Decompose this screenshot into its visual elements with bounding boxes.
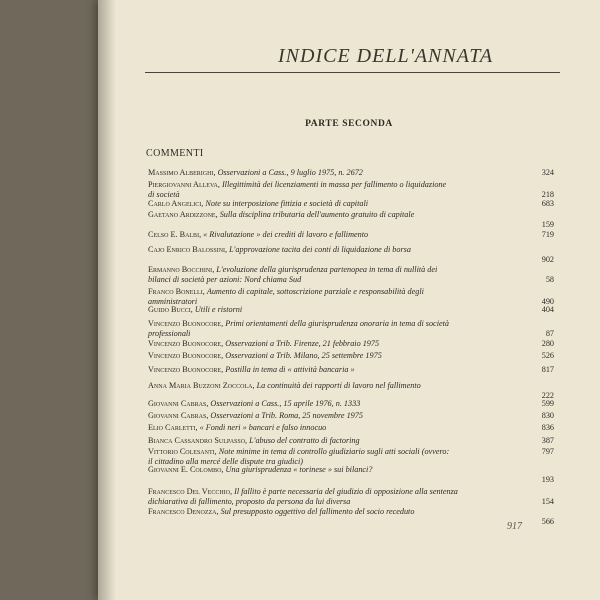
- entry-author: Vittorio Colesanti: [148, 447, 215, 456]
- index-entry: Franco Bonelli, Aumento di capitale, sottoscrizione parziale e responsabilità degli amministratori: [148, 287, 424, 307]
- index-entry: Giovanni E. Colombo, Una giurisprudenza « torinese » sui bilanci?: [148, 465, 373, 474]
- entry-page-number: 58: [545, 275, 554, 285]
- entry-title: Sulla disciplina tributaria dell'aumento gratuito di capitale: [219, 210, 415, 219]
- entry-page-number: 719: [541, 230, 554, 239]
- entry-page-number: 683: [541, 199, 554, 208]
- entry-title: L'approvazione tacita dei conti di liquidazione di borsa: [229, 245, 411, 254]
- entry-page-number: 218: [541, 190, 554, 200]
- entry-title: Osservazioni a Trib. Milano, 25 settembre 1975: [225, 351, 382, 360]
- entry-author: Giovanni Cabras: [148, 399, 207, 408]
- entry-title: Osservazioni a Trib. Firenze, 21 febbraio 1975: [225, 339, 380, 348]
- index-entry: Bianca Cassandro Sulpasso, L'abuso del contratto di factoring: [148, 436, 360, 445]
- index-entry: Francesco Del Vecchio, Il fallito è parte necessaria del giudizio di opposizione alla sentenza dichiarativa di fallimento, proposto da persona da lui diversa: [148, 487, 458, 507]
- entry-title: « Rivalutazione » dei crediti di lavoro e fallimento: [203, 230, 369, 239]
- entry-author: Massimo Alberighi: [148, 168, 214, 177]
- entry-page-number: 566: [541, 517, 554, 527]
- entry-title: La continuità dei rapporti di lavoro nel fallimento: [256, 381, 421, 390]
- entry-author: Anna Maria Buzzoni Zoccola: [148, 381, 253, 390]
- index-entry: Francesco Denozza, Sul presupposto oggettivo del fallimento del socio receduto: [148, 507, 415, 516]
- book-page: [98, 0, 600, 600]
- entry-author: Gaetano Ardizzone: [148, 210, 216, 219]
- entry-author: Franco Bonelli: [148, 287, 203, 296]
- index-entry: Guido Bucci, Utili e ristorni: [148, 305, 243, 314]
- index-entry: Vincenzo Buonocore, Osservazioni a Trib. Firenze, 21 febbraio 1975: [148, 339, 380, 348]
- entry-author: Giovanni E. Colombo: [148, 465, 222, 474]
- entry-author: Guido Bucci: [148, 305, 191, 314]
- entry-author: Ermanno Bocchini: [148, 265, 213, 274]
- entry-page-number: 159: [541, 220, 554, 230]
- entry-author: Giovanni Cabras: [148, 411, 207, 420]
- entry-title: « Fondi neri » bancari e falso innocuo: [199, 423, 327, 432]
- part-title: PARTE SECONDA: [305, 119, 393, 129]
- index-entry: Anna Maria Buzzoni Zoccola, La continuità dei rapporti di lavoro nel fallimento: [148, 381, 421, 390]
- index-entry: Vincenzo Buonocore, Primi orientamenti della giurisprudenza onoraria in tema di società professionali: [148, 319, 449, 339]
- page-number: 917: [507, 521, 522, 532]
- index-entry: Celso E. Balbi, « Rivalutazione » dei crediti di lavoro e fallimento: [148, 230, 369, 239]
- entry-title: Osservazioni a Trib. Roma, 25 novembre 1975: [210, 411, 363, 420]
- entry-page-number: 87: [545, 329, 554, 339]
- entry-title: Il fallito è parte necessaria del giudizio di opposizione alla sentenza dichiarativa di fallimento, proposto da persona da lui diversa: [148, 487, 458, 507]
- entry-page-number: 526: [541, 351, 554, 360]
- entry-title: Primi orientamenti della giurisprudenza onoraria in tema di società professionali: [148, 319, 449, 339]
- entry-author: Vincenzo Buonocore: [148, 339, 222, 348]
- entry-page-number: 222: [541, 391, 554, 401]
- entry-page-number: 797: [541, 447, 554, 456]
- entry-title: Osservazioni a Cass., 9 luglio 1975, n. 2672: [217, 168, 363, 177]
- entry-author: Elio Carletti: [148, 423, 196, 432]
- entry-title: Note su interposizione fittizia e società di capitali: [205, 199, 368, 208]
- entry-author: Vincenzo Buonocore: [148, 365, 222, 374]
- entry-page-number: 836: [541, 423, 554, 432]
- entry-page-number: 193: [541, 475, 554, 485]
- entry-page-number: 404: [541, 305, 554, 314]
- index-entry: Giovanni Cabras, Osservazioni a Cass., 15 aprile 1976, n. 1333: [148, 399, 361, 408]
- entry-page-number: 324: [541, 168, 554, 177]
- entry-page-number: 599: [541, 399, 554, 408]
- index-entry: Cajo Enrico Balossini, L'approvazione tacita dei conti di liquidazione di borsa: [148, 245, 411, 254]
- index-entry: Ermanno Bocchini, L'evoluzione della giurisprudenza partenopea in tema di nullità dei bilanci di società per azioni: Nord chiama Sud: [148, 265, 438, 285]
- entry-author: Cajo Enrico Balossini: [148, 245, 226, 254]
- entry-author: Celso E. Balbi: [148, 230, 200, 239]
- entry-title: Note minime in tema di controllo giudiziario sugli atti sociali (ovvero: il cittadino alla mercé delle dispute tra giudici): [148, 447, 450, 467]
- entry-title: L'abuso del contratto di factoring: [249, 436, 360, 445]
- entry-author: Piergiovanni Alleva: [148, 180, 218, 189]
- entry-title: Aumento di capitale, sottoscrizione parziale e responsabilità degli amministratori: [148, 287, 424, 307]
- index-entry: Massimo Alberighi, Osservazioni a Cass., 9 luglio 1975, n. 2672: [148, 168, 363, 177]
- index-entry: Vincenzo Buonocore, Postilla in tema di « attività bancaria »: [148, 365, 355, 374]
- index-entries: [98, 0, 600, 600]
- entry-author: Vincenzo Buonocore: [148, 351, 222, 360]
- entry-page-number: 387: [541, 436, 554, 445]
- entry-page-number: 154: [541, 497, 554, 507]
- entry-author: Vincenzo Buonocore: [148, 319, 222, 328]
- entry-author: Francesco Denozza: [148, 507, 217, 516]
- entry-author: Francesco Del Vecchio: [148, 487, 230, 496]
- index-entry: Carlo Angelici, Note su interposizione fittizia e società di capitali: [148, 199, 368, 208]
- entry-author: Carlo Angelici: [148, 199, 202, 208]
- entry-page-number: 490: [541, 297, 554, 307]
- entry-title: Sul presupposto oggettivo del fallimento del socio receduto: [220, 507, 415, 516]
- index-entry: Elio Carletti, « Fondi neri » bancari e falso innocuo: [148, 423, 327, 432]
- entry-title: L'evoluzione della giurisprudenza partenopea in tema di nullità dei bilanci di società per azioni: Nord chiama Sud: [148, 265, 438, 285]
- entry-page-number: 817: [541, 365, 554, 374]
- index-entry: Piergiovanni Alleva, Illegittimità dei licenziamenti in massa per fallimento o liquidazione di società: [148, 180, 447, 200]
- entry-title: Illegittimità dei licenziamenti in massa per fallimento o liquidazione di società: [148, 180, 447, 200]
- entry-title: Utili e ristorni: [194, 305, 243, 314]
- section-title: COMMENTI: [146, 148, 204, 159]
- index-entry: Vincenzo Buonocore, Osservazioni a Trib. Milano, 25 settembre 1975: [148, 351, 382, 360]
- entry-page-number: 902: [541, 255, 554, 265]
- index-entry: Vittorio Colesanti, Note minime in tema di controllo giudiziario sugli atti sociali (ovvero: il cittadino alla mercé delle dispute tra giudici): [148, 447, 450, 467]
- entry-title: Osservazioni a Cass., 15 aprile 1976, n. 1333: [210, 399, 361, 408]
- page-header: INDICE DELL'ANNATA: [278, 45, 494, 67]
- entry-title: Postilla in tema di « attività bancaria »: [225, 365, 355, 374]
- entry-author: Bianca Cassandro Sulpasso: [148, 436, 246, 445]
- entry-page-number: 830: [541, 411, 554, 420]
- index-entry: Giovanni Cabras, Osservazioni a Trib. Roma, 25 novembre 1975: [148, 411, 363, 420]
- entry-page-number: 280: [541, 339, 554, 348]
- index-entry: Gaetano Ardizzone, Sulla disciplina tributaria dell'aumento gratuito di capitale: [148, 210, 415, 219]
- entry-title: Una giurisprudenza « torinese » sui bilanci?: [225, 465, 373, 474]
